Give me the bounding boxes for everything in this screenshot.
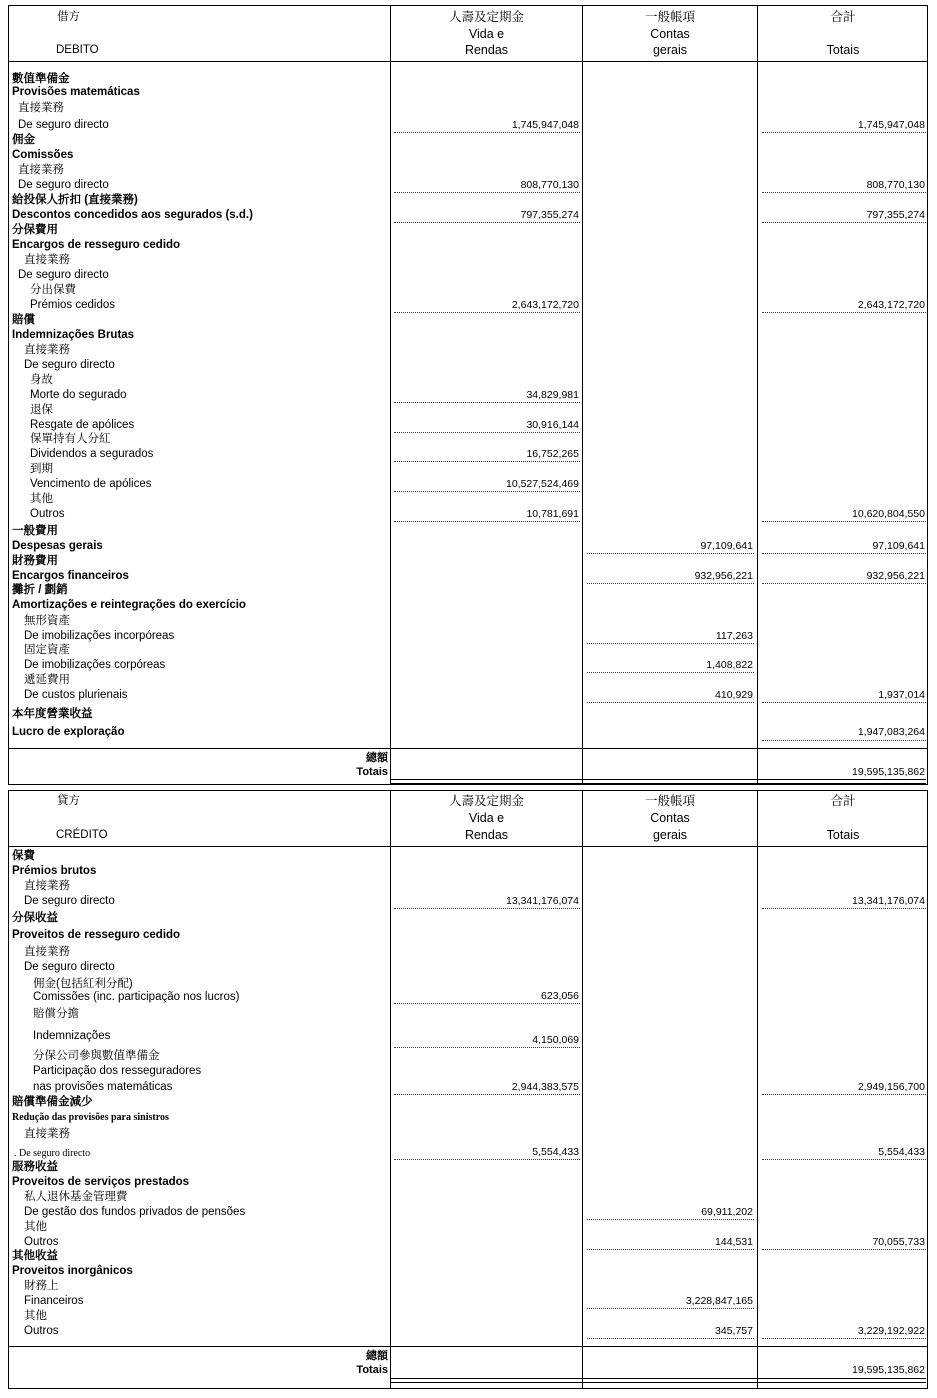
debit-col1-header-pt2: Rendas	[464, 43, 509, 57]
row-value-gerais: 144,531	[715, 1236, 753, 1248]
row-value-vida: 2,643,172,720	[511, 299, 579, 311]
row-value-vida: 5,554,433	[532, 1146, 579, 1158]
credit-total-label-zh: 總額	[366, 1350, 388, 1362]
row-label-pt: Comissões	[12, 149, 74, 161]
row-label-zh: 遞延費用	[24, 674, 70, 686]
row-label-zh: 直接業務	[24, 1128, 70, 1140]
row-label-pt: De imobilizações incorpóreas	[24, 630, 175, 642]
row-label-zh: 身故	[30, 374, 53, 386]
row-value-vida: 34,829,981	[526, 389, 579, 401]
row-label-pt: Encargos financeiros	[12, 570, 129, 582]
credit-total-label-pt: Totais	[356, 1364, 388, 1376]
row-label-pt: Indemnizações	[33, 1030, 111, 1042]
row-label-zh: 其他	[24, 1310, 47, 1322]
row-label-pt: Vencimento de apólices	[30, 478, 152, 490]
row-label-pt: De imobilizações corpóreas	[24, 659, 166, 671]
row-value-vida: 4,150,069	[532, 1034, 579, 1046]
row-label-zh: 直接業務	[18, 102, 64, 114]
row-value-total: 932,956,221	[866, 570, 925, 582]
row-label-pt: De seguro directo	[24, 895, 115, 907]
row-label-zh: 分保費用	[12, 224, 58, 236]
row-label-zh: 佣金	[12, 134, 35, 146]
row-label-zh: 保單持有人分紅	[30, 433, 111, 445]
row-value-total: 1,745,947,048	[857, 119, 925, 131]
row-value-gerais: 69,911,202	[701, 1206, 753, 1218]
row-value-total: 2,643,172,720	[857, 299, 925, 311]
row-value-total: 97,109,641	[872, 540, 925, 552]
debit-side-pt: DEBITO	[56, 44, 99, 56]
row-value-vida: 10,527,524,469	[506, 478, 579, 490]
row-label-pt: De seguro directo	[24, 961, 115, 973]
row-value-vida: 2,944,383,575	[511, 1081, 579, 1093]
credit-total-value: 19,595,135,862	[852, 1364, 925, 1376]
debit-side-zh: 借方	[57, 11, 80, 23]
row-label-zh: 保費	[12, 850, 35, 862]
credit-side-pt: CRÉDITO	[56, 829, 108, 841]
row-label-pt: Morte do segurado	[30, 389, 127, 401]
row-label-zh: 分保公司參與數值準備金	[33, 1050, 160, 1062]
credit-col1-header-pt2: Rendas	[464, 828, 509, 842]
row-label-pt: Dividendos a segurados	[30, 448, 154, 460]
credit-col3-header-zh: 合計	[830, 794, 856, 808]
row-value-vida: 808,770,130	[520, 179, 579, 191]
row-value-gerais: 345,757	[715, 1325, 753, 1337]
row-value-total: 70,055,733	[872, 1236, 925, 1248]
row-label-zh: 服務收益	[12, 1161, 58, 1173]
row-value-gerais: 1,408,822	[706, 659, 753, 671]
row-label-zh: 其他收益	[12, 1250, 58, 1262]
row-value-total: 1,937,014	[878, 689, 925, 701]
credit-table	[8, 790, 928, 1389]
row-label-pt: Outros	[24, 1236, 59, 1248]
row-value-vida: 10,781,691	[526, 508, 579, 520]
row-label-pt: Comissões (inc. participação nos lucros)	[33, 991, 240, 1003]
row-label-zh: 無形資產	[24, 615, 70, 627]
row-label-zh: 固定資產	[24, 644, 70, 656]
row-label-pt: De seguro directo	[18, 269, 109, 281]
row-label-pt: Lucro de exploração	[12, 726, 125, 738]
row-label-pt: . De seguro directo	[14, 1148, 91, 1159]
row-value-gerais: 3,228,847,165	[685, 1295, 753, 1307]
row-value-gerais: 410,929	[715, 689, 753, 701]
row-label-zh: 直接業務	[18, 164, 64, 176]
credit-col1-header-pt1: Vida e	[468, 811, 505, 825]
row-value-total: 797,355,274	[866, 209, 925, 221]
row-label-zh: 賠償分擔	[33, 1008, 79, 1020]
row-label-pt: Proveitos inorgânicos	[12, 1265, 133, 1277]
credit-col2-header-pt1: Contas	[650, 811, 690, 825]
debit-total-value: 19,595,135,862	[852, 766, 925, 778]
row-label-zh: 佣金(包括紅利分配)	[33, 978, 133, 990]
credit-side-zh: 貸方	[57, 795, 80, 807]
row-label-pt: Financeiros	[24, 1295, 84, 1307]
row-label-zh: 本年度營業收益	[12, 708, 93, 720]
row-label-zh: 給投保人折扣 (直接業務)	[12, 194, 138, 206]
row-label-pt: Despesas gerais	[12, 540, 103, 552]
row-label-zh: 直接業務	[24, 254, 70, 266]
row-label-pt: De custos plurienais	[24, 689, 128, 701]
row-label-pt: De seguro directo	[18, 179, 109, 191]
row-label-zh: 數值準備金	[12, 73, 70, 85]
row-label-pt: De gestão dos fundos privados de pensões	[24, 1206, 246, 1218]
row-label-zh: 賠償	[12, 314, 35, 326]
row-value-vida: 16,752,265	[526, 448, 579, 460]
row-value-total: 13,341,176,074	[852, 895, 925, 907]
row-label-zh: 到期	[30, 463, 53, 475]
row-value-total: 1,947,083,264	[857, 726, 925, 738]
row-label-pt: Redução das provisões para sinistros	[12, 1112, 169, 1123]
row-label-pt: Resgate de apólices	[30, 419, 135, 431]
row-label-pt: nas provisões matemáticas	[33, 1081, 173, 1093]
row-value-total: 3,229,192,922	[857, 1325, 925, 1337]
row-value-gerais: 117,263	[715, 630, 753, 642]
credit-col1-header-zh: 人壽及定期金	[448, 794, 524, 808]
row-label-zh: 直接業務	[24, 880, 70, 892]
row-value-gerais: 932,956,221	[694, 570, 753, 582]
row-value-vida: 1,745,947,048	[511, 119, 579, 131]
debit-table	[8, 5, 928, 785]
row-label-zh: 分保收益	[12, 912, 58, 924]
row-label-zh: 私人退休基金管理費	[24, 1191, 128, 1203]
row-value-total: 5,554,433	[878, 1146, 925, 1158]
debit-col2-header-pt1: Contas	[650, 27, 690, 41]
row-label-pt: Indemnizações Brutas	[12, 329, 135, 341]
credit-col2-header-pt2: gerais	[652, 828, 688, 842]
row-label-zh: 一般費用	[12, 525, 58, 537]
row-label-pt: Proveitos de serviços prestados	[12, 1176, 190, 1188]
row-label-zh: 攤折 / 劃銷	[12, 584, 68, 596]
debit-col2-header-zh: 一般帳項	[644, 10, 695, 24]
row-label-zh: 其他	[24, 1221, 47, 1233]
row-value-total: 2,949,156,700	[857, 1081, 925, 1093]
row-value-vida: 797,355,274	[520, 209, 579, 221]
row-label-pt: Participação dos resseguradores	[33, 1065, 202, 1077]
row-label-pt: Descontos concedidos aos segurados (s.d.)	[12, 209, 253, 221]
row-value-vida: 13,341,176,074	[506, 895, 579, 907]
debit-col3-header-pt: Totais	[826, 43, 860, 57]
debit-col1-header-zh: 人壽及定期金	[448, 10, 524, 24]
debit-total-label-zh: 總額	[366, 752, 388, 764]
row-value-vida: 623,056	[541, 990, 579, 1002]
row-value-vida: 30,916,144	[526, 419, 579, 431]
row-label-zh: 賠償準備金減少	[12, 1096, 93, 1108]
row-label-zh: 財務費用	[12, 555, 58, 567]
row-label-pt: Outros	[24, 1325, 59, 1337]
debit-col2-header-pt2: gerais	[652, 43, 688, 57]
row-label-pt: Prémios cedidos	[30, 299, 116, 311]
row-label-pt: De seguro directo	[18, 119, 109, 131]
row-label-zh: 退保	[30, 404, 53, 416]
row-label-pt: Outros	[30, 508, 65, 520]
row-label-pt: Encargos de resseguro cedido	[12, 239, 181, 251]
row-label-pt: De seguro directo	[24, 359, 115, 371]
row-label-zh: 分出保費	[30, 284, 76, 296]
debit-col1-header-pt1: Vida e	[468, 27, 505, 41]
row-value-total: 808,770,130	[866, 179, 925, 191]
debit-total-label-pt: Totais	[356, 766, 388, 778]
credit-col3-header-pt: Totais	[826, 828, 860, 842]
row-label-pt: Amortizações e reintegrações do exercício	[12, 599, 246, 611]
row-label-pt: Provisões matemáticas	[12, 86, 140, 98]
row-label-pt: Proveitos de resseguro cedido	[12, 929, 181, 941]
row-label-zh: 直接業務	[24, 946, 70, 958]
row-value-gerais: 97,109,641	[700, 540, 753, 552]
row-value-total: 10,620,804,550	[852, 508, 925, 520]
debit-col3-header-zh: 合計	[830, 10, 856, 24]
credit-col2-header-zh: 一般帳項	[644, 794, 695, 808]
row-label-zh: 直接業務	[24, 344, 70, 356]
row-label-zh: 其他	[30, 493, 53, 505]
row-label-zh: 財務上	[24, 1280, 59, 1292]
row-label-pt: Prémios brutos	[12, 865, 97, 877]
